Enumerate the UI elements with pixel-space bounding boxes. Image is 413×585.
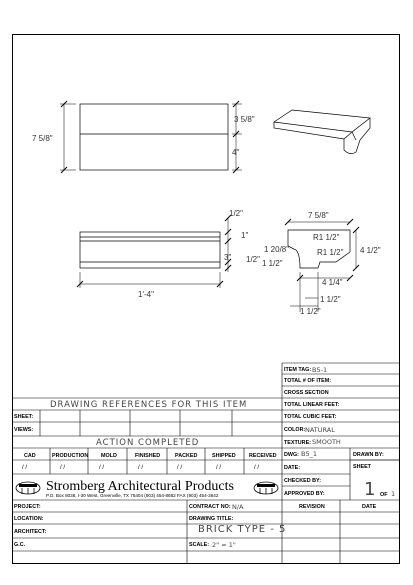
front-bottom-height-dim: 4" [232,148,240,157]
side-bottom-offset-dim: 1/2" [246,255,260,264]
isometric-view [274,110,370,154]
contract-label: CONTRACT NO: [189,504,231,510]
section-height-dim: 4 1/2" [360,246,381,255]
item-tag-label: ITEM TAG: [284,367,312,373]
drawing-references-title: DRAWING REFERENCES FOR THIS ITEM [50,400,248,410]
total-cubic-label: TOTAL CUBIC FEET: [284,414,337,420]
section-radius-inner-dim: R1 1/2" [317,248,344,257]
side-top-offset-dim: 1/2" [229,209,243,218]
architect-label: ARCHITECT: [14,529,47,535]
section-width-dim: 7 5/8" [308,211,329,220]
date-label: DATE: [284,465,301,471]
section-bottom-a-dim: 1 1/2" [320,295,341,304]
action-col-finished: FINISHED [135,453,161,459]
dwg-value: B5_1 [301,450,317,458]
checked-by-label: CHECKED BY: [284,478,322,484]
side-view [77,215,231,288]
section-depth-dim: 4 1/4" [322,278,343,287]
company-logo-left [16,482,40,494]
action-col-shipped: SHIPPED [212,453,236,459]
of-label: OF [380,492,388,498]
side-lower-dim: 3" [224,253,232,262]
texture-label: TEXTURE: [284,440,311,446]
action-mark-production: / / [60,465,66,471]
cross-section-label: CROSS SECTION [284,390,329,396]
section-left-a-dim: 1 20/8" [264,245,290,254]
texture-value: SMOOTH [312,438,341,446]
action-col-production: PRODUCTION [52,453,89,459]
side-band-dim: 1" [241,231,249,240]
total-items-label: TOTAL # OF ITEM: [284,378,332,384]
revision-label: REVISION [299,504,325,510]
action-mark-mold: / / [99,465,105,471]
action-col-cad: CAD [24,453,36,459]
side-length-dim: 1'-4" [138,290,154,299]
sheet-number: 1 [364,479,376,500]
action-col-received: RECEIVED [249,453,277,459]
color-value: NATURAL [305,426,335,434]
front-height-dim: 7 5/8" [32,134,53,143]
company-address: P.O. Box 8038, I-30 West, Greenville, TX 75404 (903) 454-8682 FAX (903) 454-3642 [46,493,219,498]
section-radius-top-dim: R1 1/2" [313,233,340,242]
front-top-height-dim: 3 5/8" [234,115,255,124]
views-ref-label: VIEWS: [14,427,34,433]
action-mark-packed: / / [177,465,183,471]
drawing-title-label: DRAWING TITLE: [189,516,234,522]
color-label: COLOR: [284,427,306,433]
section-bottom-b-dim: 1 1/2" [300,307,321,316]
total-linear-label: TOTAL LINEAR FEET: [284,402,340,408]
action-col-packed: PACKED [175,453,198,459]
front-view [60,101,242,173]
revision-date-label: DATE [362,504,377,510]
action-completed-title: ACTION COMPLETED [96,438,200,448]
approved-by-label: APPROVED BY: [284,491,325,497]
section-left-b-dim: 1 1/2" [262,259,283,268]
action-mark-shipped: / / [216,465,222,471]
action-mark-received: / / [254,465,260,471]
project-label: PROJECT: [14,504,41,510]
sheet-ref-label: SHEET: [14,414,34,420]
contract-value: N/A [232,503,244,511]
drawn-by-label: DRAWN BY: [353,452,384,458]
location-label: LOCATION: [14,516,44,522]
action-col-mold: MOLD [101,453,117,459]
item-tag-value: B5-1 [312,366,328,374]
company-logo-right [254,482,278,494]
scale-value: 2" = 1" [212,541,236,549]
drawing-title-value: BRICK TYPE - 5 [198,524,287,535]
action-mark-cad: / / [22,465,28,471]
company-name: Stromberg Architectural Products [46,479,234,494]
dwg-label: DWG: [284,452,299,458]
action-mark-finished: / / [138,465,144,471]
gc-label: G.C. [14,542,26,548]
sheet-label: SHEET [353,464,371,470]
scale-label: SCALE: [189,542,210,548]
sheet-total: 1 [391,490,396,498]
